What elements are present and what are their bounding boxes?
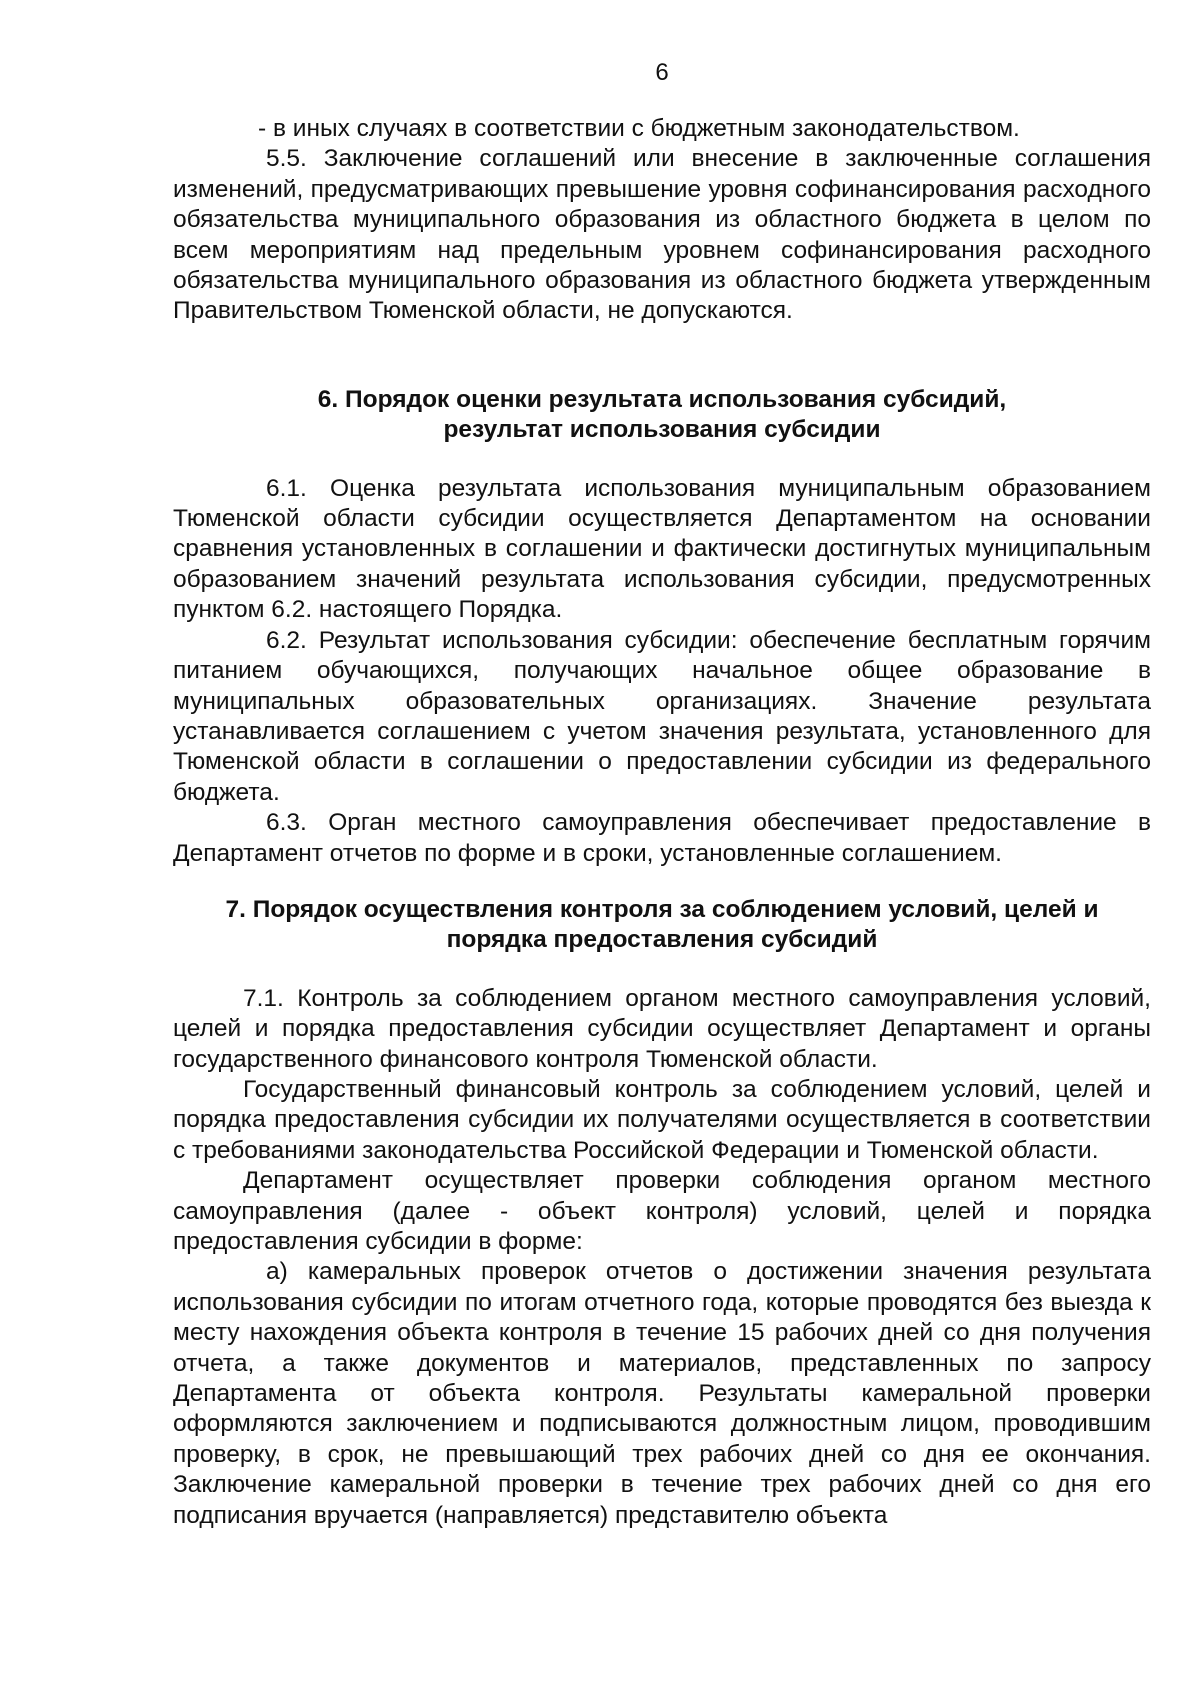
paragraph-state-control: Государственный финансовый контроль за соблюдением условий, целей и порядка предоставления субсидии их получателями осуществляется в соответствии с требованиями законодательства Российской Федерации и Тюменской области. [173,1075,1151,1164]
section-7-heading [173,895,1151,956]
paragraph-6-2: 6.2. Результат использования субсидии: обеспечение бесплатным горячим питанием обучающихся, получающих начальное общее образование в муниципальных образовательных организациях. Значение результата устанавливается соглашением с учетом значения результата, установленного для Тюменской области в соглашении о предоставлении субсидии из федерального бюджета. [173,626,1151,806]
document-body [173,114,1151,1531]
paragraph-6-1: 6.1. Оценка результата использования муниципальным образованием Тюменской области субсидии осуществляется Департаментом на основании сравнения установленных в соглашении и фактически достигнутых муниципальным образованием значений результата использования субсидии, предусмотренных пунктом 6.2. настоящего Порядка. [173,474,1151,624]
paragraph-inspections: Департамент осуществляет проверки соблюдения органом местного самоуправления (далее - объект контроля) условий, целей и порядка предоставления субсидии в форме: [173,1167,1151,1255]
paragraph-5-5: 5.5. Заключение соглашений или внесение в заключенные соглашения изменений, предусматривающих превышение уровня софинансирования расходного обязательства муниципального образования из областного бюджета в целом по всем мероприятиям над предельным уровнем софинансирования расходного обязательства муниципального образования из областного бюджета утвержденным Правительством Тюменской области, не допускаются. [173,145,1151,325]
page-number: 6 [655,59,669,86]
paragraph-desk-audits: а) камеральных проверок отчетов о достижении значения результата использования субсидии по итогам отчетного года, которые проводятся без выезда к месту нахождения объекта контроля в течение 15 рабочих дней со дня получения отчета, а также документов и материалов, представленных по запросу Департамента от объекта контроля. Результаты камеральной проверки оформляются заключением и подписываются должностным лицом, проводившим проверку, в срок, не превышающий трех рабочих дней со дня ее окончания. Заключение камеральной проверки в течение трех рабочих дней со дня его подписания вручается (направляется) представителю объекта [173,1258,1151,1529]
section-7-heading-line2: порядка предоставления субсидий [446,926,878,954]
section-7-heading-line1: 7. Порядок осуществления контроля за соблюдением условий, целей и [225,895,1099,923]
section-6-heading [173,385,1151,446]
section-6-heading-line1: 6. Порядок оценки результата использования субсидий, [317,385,1007,413]
paragraph-7-1: 7.1. Контроль за соблюдением органом местного самоуправления условий, целей и порядка предоставления субсидии осуществляет Департамент и органы государственного финансового контроля Тюменской области. [173,984,1151,1073]
paragraph-budget-cases: - в иных случаях в соответствии с бюджетным законодательством. [258,115,1020,142]
section-6-heading-line2: результат использования субсидии [443,416,881,444]
paragraph-6-3: 6.3. Орган местного самоуправления обеспечивает предоставление в Департамент отчетов по форме и в сроки, установленные соглашением. [173,809,1151,867]
